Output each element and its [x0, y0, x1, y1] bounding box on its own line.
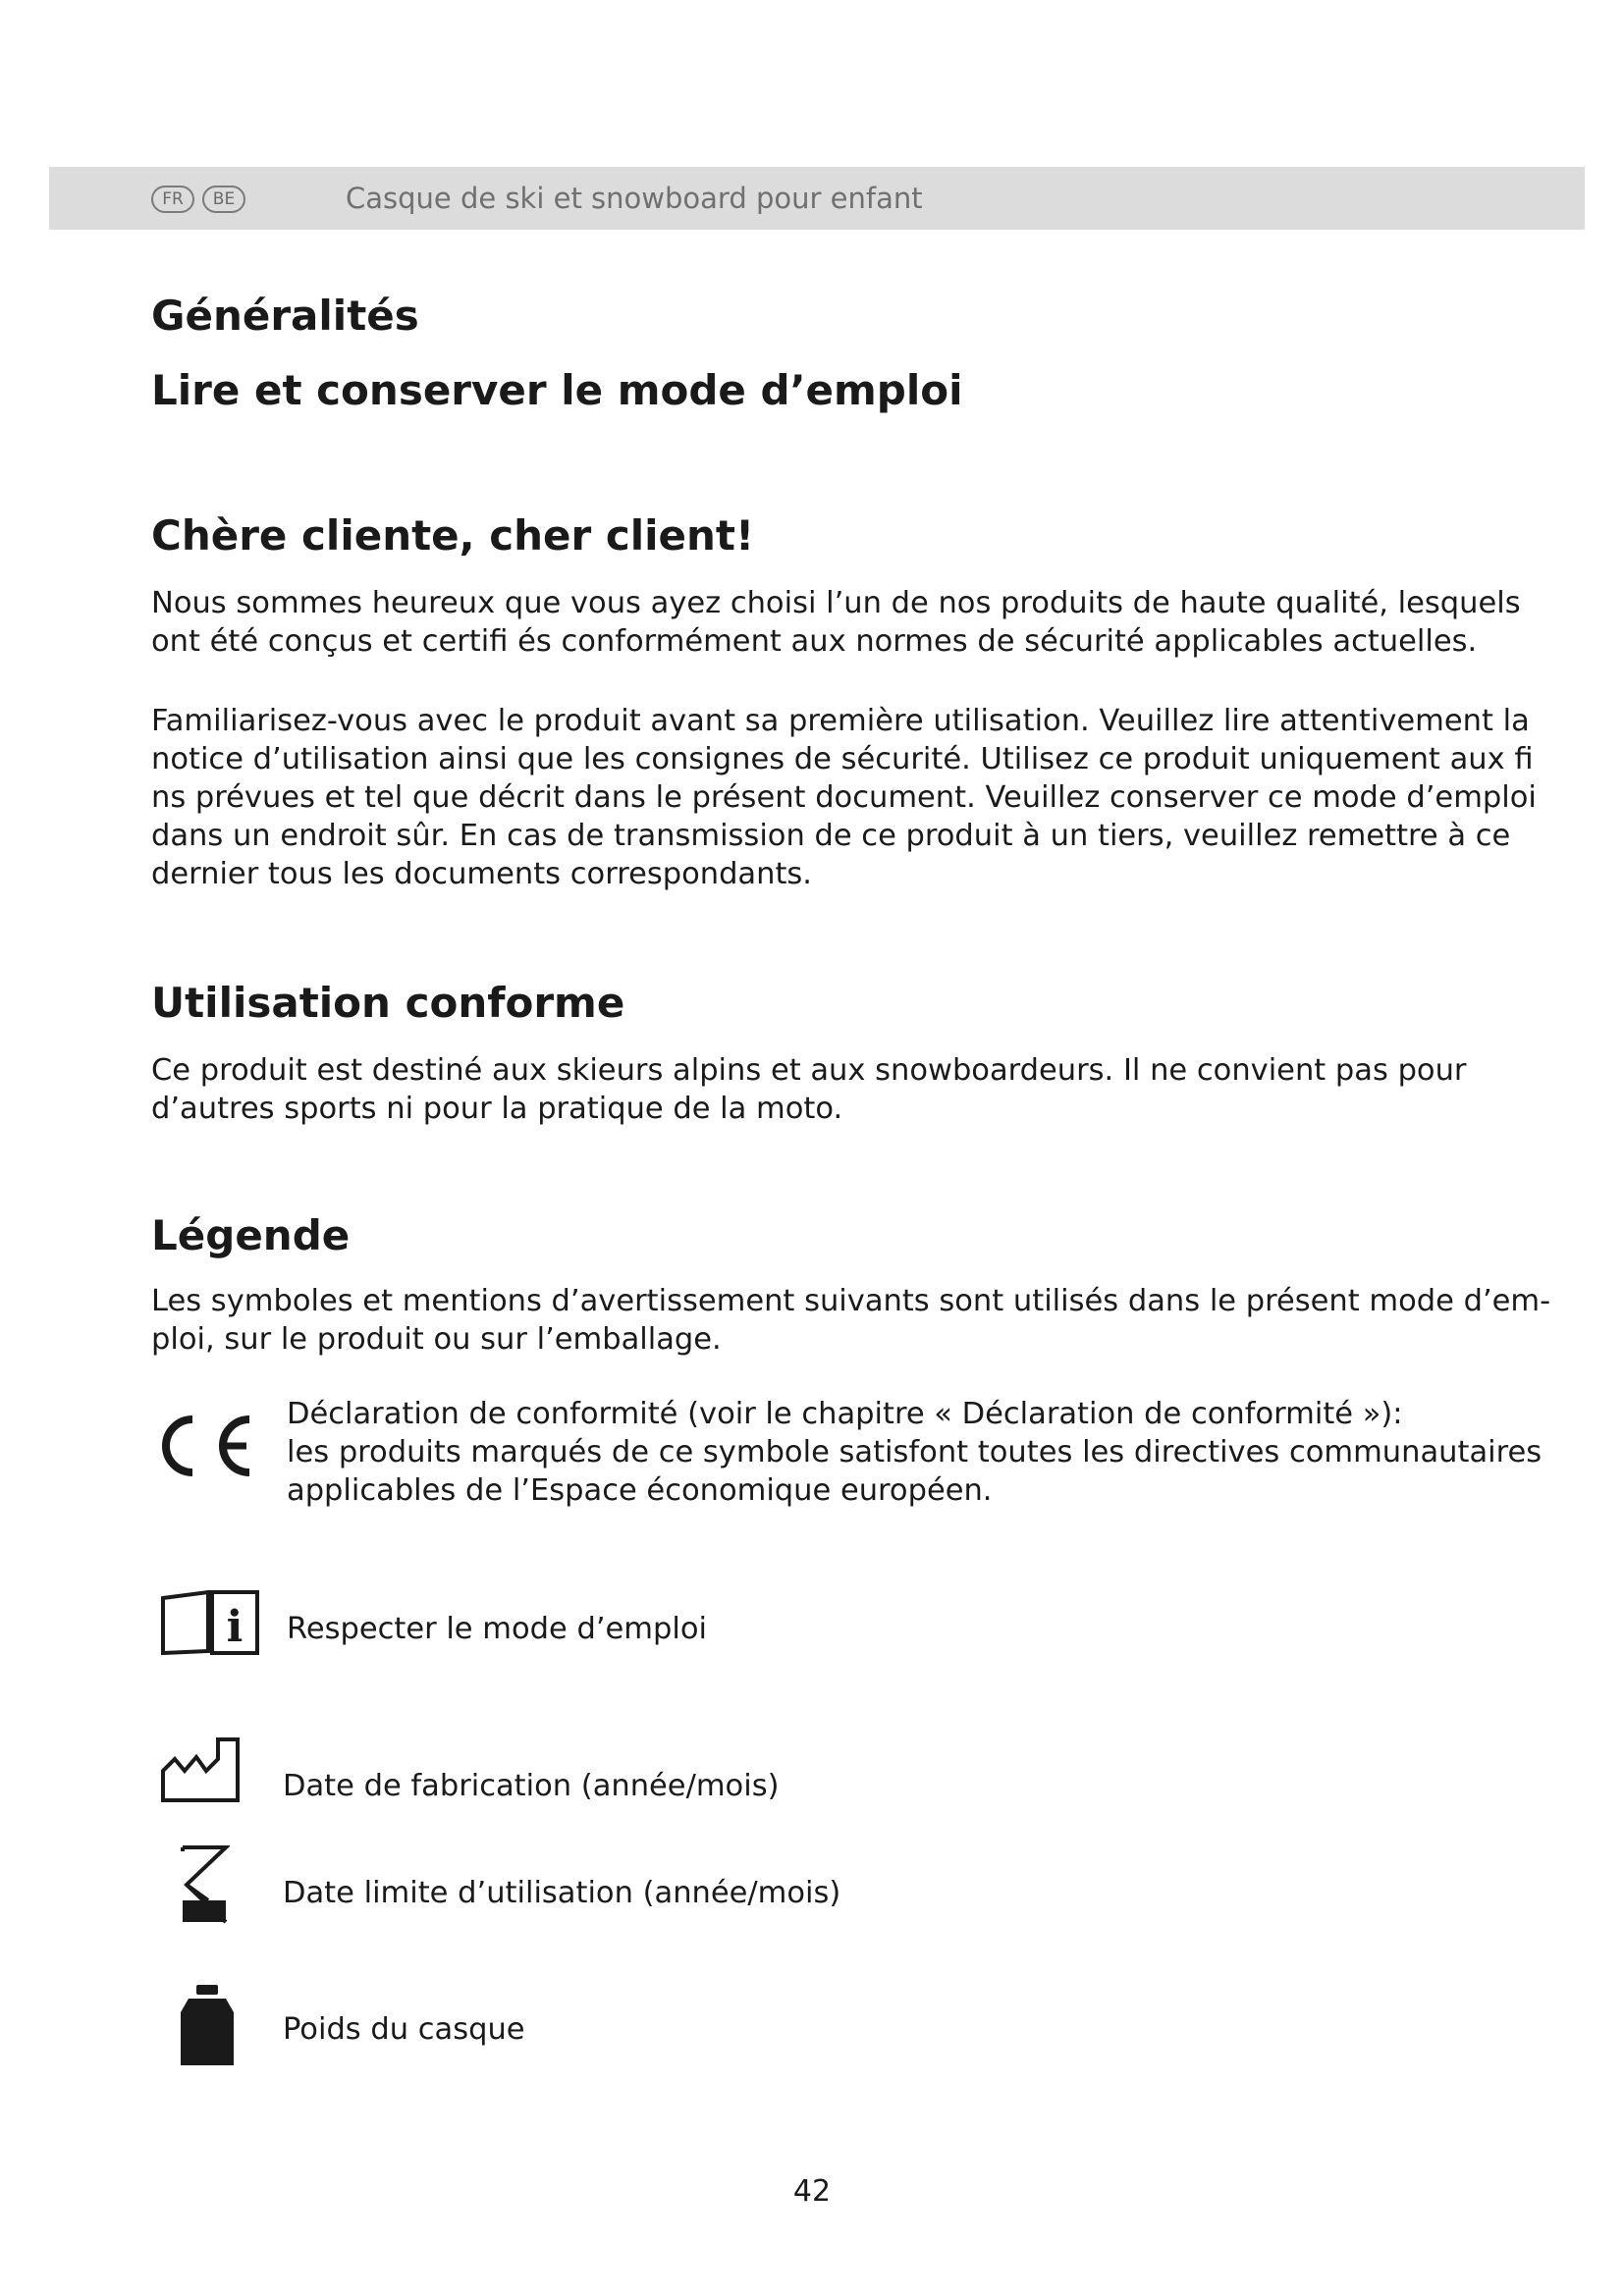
- legend-line: applicables de l’Espace économique européen.: [287, 1473, 993, 1508]
- paragraph-line: ploi, sur le produit ou sur l’emballage.: [151, 1322, 722, 1357]
- header-title: Casque de ski et snowboard pour enfant: [346, 182, 923, 215]
- paragraph-line: Ce produit est destiné aux skieurs alpins et aux snowboardeurs. Il ne convient pas pour: [151, 1053, 1467, 1088]
- paragraph-line: dans un endroit sûr. En cas de transmission de ce produit à un tiers, veuillez remettre à ce: [151, 819, 1511, 853]
- badge-fr: FR: [151, 186, 194, 213]
- paragraph-line: Nous sommes heureux que vous ayez choisi l’un de nos produits de haute qualité, lesquels: [151, 586, 1521, 620]
- weight-icon: [179, 1983, 238, 2067]
- legend-item-ce: [287, 1395, 1542, 1510]
- legend-item-manufacture: [283, 1767, 779, 1805]
- svg-text:i: i: [226, 1602, 244, 1652]
- page-number: 42: [792, 2174, 832, 2209]
- read-manual-icon: [159, 1588, 261, 1657]
- legend-line: les produits marqués de ce symbole satisfont toutes les directives communautaires: [287, 1435, 1543, 1469]
- heading-chere-cliente: Chère cliente, cher client!: [151, 511, 755, 560]
- paragraph-line: dernier tous les documents correspondants.: [151, 857, 812, 891]
- legend-line: Déclaration de conformité (voir le chapitre « Déclaration de conformité »):: [287, 1397, 1403, 1431]
- paragraph-line: notice d’utilisation ainsi que les consignes de sécurité. Utilisez ce produit uniquement aux fi: [151, 742, 1534, 776]
- legend-item-weight: [283, 2010, 525, 2049]
- paragraph-intro: [151, 584, 1521, 661]
- paragraph-line: ns prévues et tel que décrit dans le présent document. Veuillez conserver ce mode d’emploi: [151, 780, 1537, 815]
- paragraph-line: Les symboles et mentions d’avertissement suivants sont utilisés dans le présent mode d’em-: [151, 1284, 1551, 1318]
- paragraph-line: Familiarisez-vous avec le produit avant sa première utilisation. Veuillez lire attentivement la: [151, 704, 1530, 738]
- heading-utilisation-conforme: Utilisation conforme: [151, 979, 625, 1027]
- paragraph-line: d’autres sports ni pour la pratique de la moto.: [151, 1092, 843, 1126]
- legend-line: Respecter le mode d’emploi: [287, 1612, 707, 1646]
- heading-lire-conserver: Lire et conserver le mode d’emploi: [151, 366, 963, 414]
- ce-mark-icon: [147, 1412, 257, 1480]
- legend-line: Poids du casque: [283, 2012, 525, 2047]
- language-badges: [151, 185, 253, 214]
- legend-line: Date limite d’utilisation (année/mois): [283, 1876, 841, 1910]
- paragraph-familiarisez: [151, 702, 1537, 893]
- page-header: [49, 167, 1585, 230]
- legend-item-expiry: [283, 1874, 840, 1912]
- heading-generalites: Généralités: [151, 292, 419, 340]
- legend-item-manual: [287, 1610, 707, 1648]
- paragraph-legende-intro: [151, 1282, 1551, 1359]
- badge-be: BE: [202, 186, 245, 213]
- paragraph-line: ont été conçus et certifi és conformément aux normes de sécurité applicables actuelles.: [151, 624, 1478, 659]
- heading-legende: Légende: [151, 1211, 351, 1259]
- hourglass-icon: [179, 1843, 230, 1924]
- legend-line: Date de fabrication (année/mois): [283, 1769, 780, 1803]
- paragraph-utilisation: [151, 1051, 1467, 1128]
- manufacture-date-icon: [159, 1735, 244, 1804]
